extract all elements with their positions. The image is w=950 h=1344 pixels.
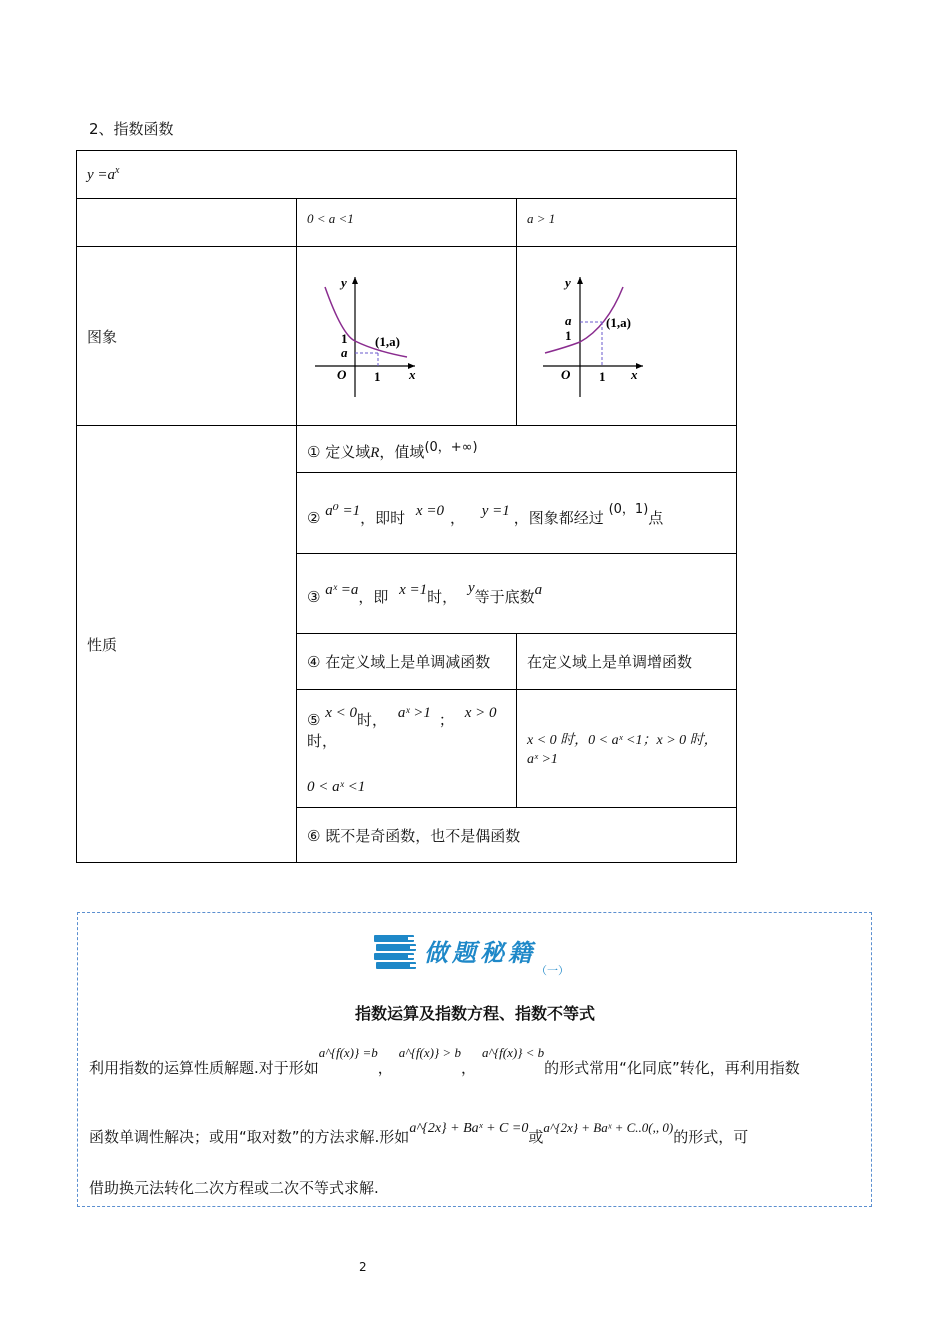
right-one-y: 1 xyxy=(565,328,572,343)
prop5-num: ⑤ xyxy=(307,711,321,729)
prop2-t4: 点 xyxy=(648,509,664,527)
prop5-l5: x > 0 xyxy=(464,705,497,721)
empty-label-cell xyxy=(77,199,297,247)
left-y-label: y xyxy=(341,275,347,290)
prop5-left-cell xyxy=(297,690,517,808)
left-origin-label: O xyxy=(337,367,347,382)
graph-label: 图象 xyxy=(77,247,297,426)
prop5-l7: 0 < aˣ <1 xyxy=(307,779,366,795)
prop1-r: R xyxy=(370,445,380,461)
right-origin-label: O xyxy=(561,367,571,382)
graph-increasing xyxy=(517,247,809,421)
p1-eq3: a^{f(x)} < b xyxy=(481,1045,545,1060)
p1-text-b: 的形式常用“化同底”转化，再利用指数 xyxy=(544,1059,800,1077)
prop4-right: 在定义域上是单调增函数 xyxy=(527,653,693,671)
prop2-point: (0，1) xyxy=(608,502,649,517)
right-y-label: y xyxy=(565,275,571,290)
prop3-a: a xyxy=(534,582,543,598)
p1-comma-2: ， xyxy=(460,1059,476,1077)
prop3-t1: ，即 xyxy=(358,588,389,606)
cond-left: 0 < a <1 xyxy=(307,211,354,226)
prop5-right: x < 0 时，0 < aˣ <1；x > 0 时，aˣ >1 xyxy=(527,733,718,767)
p1-comma-1: ， xyxy=(377,1059,393,1077)
left-one-y: 1 xyxy=(341,331,348,346)
prop5-l4: ； xyxy=(438,711,454,729)
left-a-label: a xyxy=(341,345,348,360)
prop3-t3: 等于底数 xyxy=(474,588,535,606)
prop4-left-cell xyxy=(297,634,517,690)
emblem-sub: （一） xyxy=(536,964,569,977)
left-one-x: 1 xyxy=(374,369,381,384)
prop1-cell xyxy=(297,426,737,473)
emblem-text: 做题秘籍 xyxy=(424,938,536,967)
graph-left-cell xyxy=(297,247,517,426)
p2-eq2: a^{2x} + Baˣ + C..0(,, 0) xyxy=(543,1120,674,1135)
prop5-right-cell xyxy=(517,690,737,808)
prop6-cell xyxy=(297,808,737,863)
prop2-cell xyxy=(297,473,737,554)
right-one-x: 1 xyxy=(599,369,606,384)
prop1-text: 定义域 xyxy=(325,443,371,461)
prop3-eq1: aˣ =a xyxy=(325,582,359,598)
props-label: 性质 xyxy=(77,426,297,863)
right-a-label: a xyxy=(565,313,572,328)
prop1-sep: ，值域 xyxy=(379,443,425,461)
right-point-label: (1,a) xyxy=(606,315,631,330)
prop5-l2: 时， xyxy=(357,711,388,729)
prop3-t2: 时， xyxy=(427,588,458,606)
page-number: 2 xyxy=(359,1260,367,1274)
prop3-eq2: x =1 xyxy=(399,582,428,598)
cond-left-cell xyxy=(297,199,517,247)
left-x-label: x xyxy=(409,367,416,382)
tips-emblem xyxy=(372,929,582,977)
left-point-label: (1,a) xyxy=(375,334,400,349)
p2-eq1: a^{2x} + Baˣ + C =0 xyxy=(409,1121,529,1136)
tips-para-1 xyxy=(89,1043,869,1078)
cond-right: a > 1 xyxy=(527,211,556,226)
prop6-text: 既不是奇函数，也不是偶函数 xyxy=(325,826,521,845)
prop6-num: ⑥ xyxy=(307,826,321,845)
tips-heading: 指数运算及指数方程、指数不等式 xyxy=(354,1004,595,1023)
prop1-range: (0，+∞) xyxy=(424,440,478,455)
prop4-left: 在定义域上是单调减函数 xyxy=(325,653,491,671)
formula-base: a xyxy=(107,167,116,183)
prop1-num: ① xyxy=(307,443,321,461)
prop3-y: y xyxy=(467,580,475,596)
formula-exp: x xyxy=(115,165,120,176)
prop2-eq1: a⁰ =1 xyxy=(325,503,361,519)
prop2-eq3: y =1 xyxy=(481,503,510,519)
prop2-t3: ，图象都经过 xyxy=(513,509,604,527)
p2-or: 或 xyxy=(528,1128,544,1146)
prop4-num: ④ xyxy=(307,653,321,671)
section-title: 2、指数函数 xyxy=(89,120,174,138)
p1-eq2: a^{f(x)} > b xyxy=(398,1045,461,1060)
graph-right-cell xyxy=(517,247,737,426)
formula-cell xyxy=(77,151,737,199)
prop2-t2: ， xyxy=(449,509,465,527)
cond-right-cell xyxy=(517,199,737,247)
prop2-eq2: x =0 xyxy=(415,503,444,519)
right-x-label: x xyxy=(631,367,638,382)
p1-eq1: a^{f(x)} =b xyxy=(318,1045,378,1060)
exp-function-table xyxy=(76,150,737,863)
p2-text-b: 的形式，可 xyxy=(673,1128,749,1146)
prop5-l6: 时， xyxy=(307,732,338,750)
prop3-cell xyxy=(297,554,737,634)
prop2-t1: ，即时 xyxy=(360,509,406,527)
prop3-num: ③ xyxy=(307,588,321,606)
prop2-num: ② xyxy=(307,509,321,527)
formula-y: y = xyxy=(87,167,108,183)
prop4-right-cell xyxy=(517,634,737,690)
prop5-l1: x < 0 xyxy=(325,705,358,721)
tips-para-3: 借助换元法转化二次方程或二次不等式求解. xyxy=(89,1179,379,1197)
p2-text-a: 函数单调性解决；或用“取对数”的方法求解.形如 xyxy=(89,1128,410,1146)
prop5-l3: aˣ >1 xyxy=(397,705,431,721)
tips-para-2 xyxy=(89,1118,879,1147)
p1-text-a: 利用指数的运算性质解题.对于形如 xyxy=(89,1059,319,1077)
